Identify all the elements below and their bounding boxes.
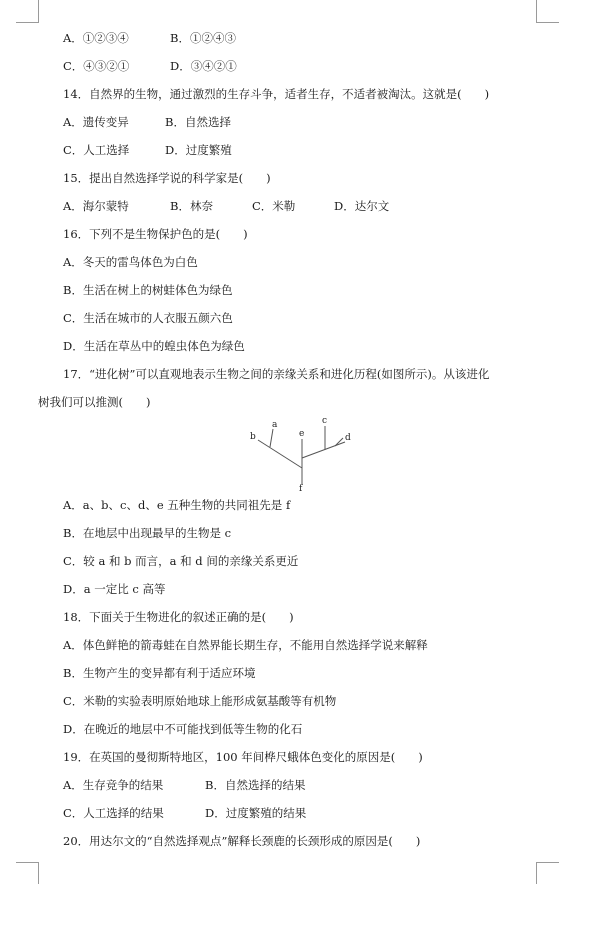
q16-option-a: A．冬天的雷鸟体色为白色 <box>63 255 198 269</box>
q16-option-c: C．生活在城市的人衣服五颜六色 <box>63 311 233 325</box>
q19-option-b: B．自然选择的结果 <box>205 778 306 792</box>
q17-option-d: D．a 一定比 c 高等 <box>63 582 166 596</box>
tree-label-f: f <box>299 484 303 492</box>
evolution-tree-figure <box>240 410 360 492</box>
tree-label-d: d <box>345 433 351 443</box>
tree-label-a: a <box>272 420 278 430</box>
option-d: D．③④②① <box>170 59 237 73</box>
option-b: B．①②④③ <box>170 31 236 45</box>
crop-mark-top-left-v <box>38 0 39 22</box>
q16-option-d: D．生活在草丛中的蝗虫体色为绿色 <box>63 339 245 353</box>
crop-mark-bottom-left-v <box>38 862 39 884</box>
q19-option-d: D．过度繁殖的结果 <box>205 806 307 820</box>
q19-option-a: A．生存竞争的结果 <box>63 778 164 792</box>
q17-option-a: A．a、b、c、d、e 五种生物的共同祖先是 f <box>63 498 291 512</box>
crop-mark-top-right-h <box>536 22 559 23</box>
question-16: 16．下列不是生物保护色的是( ) <box>63 227 248 241</box>
q14-option-b: B．自然选择 <box>165 115 231 129</box>
question-19: 19．在英国的曼彻斯特地区，100 年间桦尺蛾体色变化的原因是( ) <box>63 750 423 764</box>
crop-mark-top-right-v <box>536 0 537 22</box>
q15-option-d: D．达尔文 <box>334 199 390 213</box>
crop-mark-bottom-left-h <box>16 862 39 863</box>
q18-option-c: C．米勒的实验表明原始地球上能形成氨基酸等有机物 <box>63 694 337 708</box>
branch-a <box>270 429 273 447</box>
question-18: 18．下面关于生物进化的叙述正确的是( ) <box>63 610 294 624</box>
branch-right <box>302 442 345 458</box>
q14-option-a: A．遗传变异 <box>63 115 129 129</box>
question-17-continued: 树我们可以推测( ) <box>38 395 151 409</box>
option-a: A．①②③④ <box>63 31 129 45</box>
crop-mark-bottom-right-v <box>536 862 537 884</box>
q15-option-a: A．海尔蒙特 <box>63 199 129 213</box>
q19-option-c: C．人工选择的结果 <box>63 806 164 820</box>
q17-option-b: B．在地层中出现最早的生物是 c <box>63 526 232 540</box>
crop-mark-bottom-right-h <box>536 862 559 863</box>
question-17: 17．“进化树”可以直观地表示生物之间的亲缘关系和进化历程(如图所示)。从该进化 <box>63 367 490 381</box>
branch-left <box>258 440 302 468</box>
question-15: 15．提出自然选择学说的科学家是( ) <box>63 171 271 185</box>
q15-option-b: B．林奈 <box>170 199 213 213</box>
q18-option-b: B．生物产生的变异都有利于适应环境 <box>63 666 256 680</box>
option-c: C．④③②① <box>63 59 130 73</box>
q16-option-b: B．生活在树上的树蛙体色为绿色 <box>63 283 233 297</box>
q18-option-a: A．体色鲜艳的箭毒蛙在自然界能长期生存，不能用自然选择学说来解释 <box>63 638 428 652</box>
tree-label-c: c <box>322 416 328 426</box>
branch-d <box>335 438 343 446</box>
q14-option-d: D．过度繁殖 <box>165 143 232 157</box>
crop-mark-top-left-h <box>16 22 39 23</box>
q15-option-c: C．米勒 <box>252 199 296 213</box>
question-20: 20．用达尔文的“自然选择观点”解释长颈鹿的长颈形成的原因是( ) <box>63 834 421 848</box>
q14-option-c: C．人工选择 <box>63 143 130 157</box>
tree-label-e: e <box>299 429 305 439</box>
tree-label-b: b <box>250 432 256 442</box>
q17-option-c: C．较 a 和 b 而言，a 和 d 间的亲缘关系更近 <box>63 554 299 568</box>
question-14: 14．自然界的生物，通过激烈的生存斗争，适者生存，不适者被淘汰。这就是( ) <box>63 87 490 101</box>
q18-option-d: D．在晚近的地层中不可能找到低等生物的化石 <box>63 722 303 736</box>
